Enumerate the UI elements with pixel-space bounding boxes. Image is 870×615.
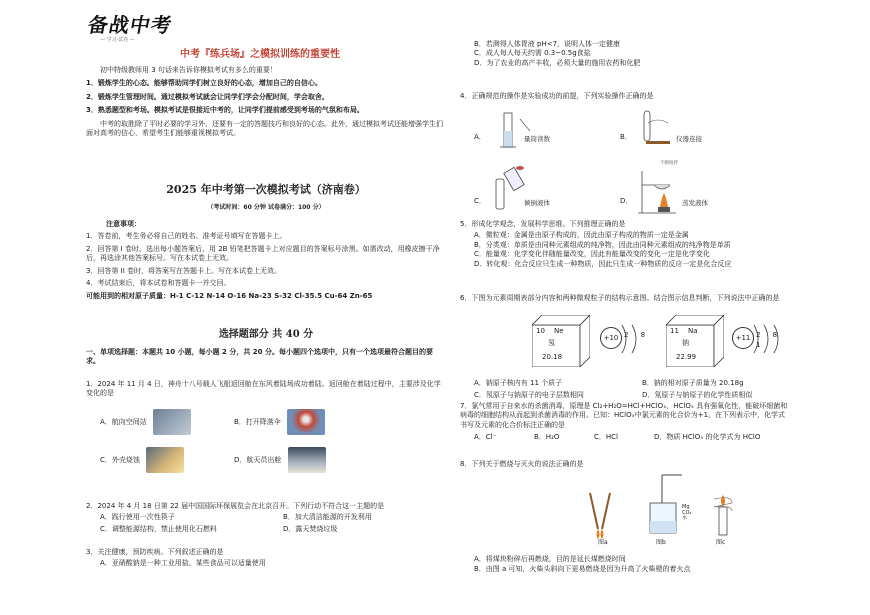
intro-paragraph: 中考的取胜除了平时必要的学习外，还要有一定的答题技巧和良好的心态。此外，通过模拟考试还能增强学生们面对高考的信心，希望考生们能够重视模拟考试。 bbox=[86, 119, 443, 138]
question-text: 8．下列关于燃烧与灭火的说法正确的是 bbox=[460, 460, 584, 468]
question-3 bbox=[86, 548, 446, 569]
ne-element-card bbox=[532, 315, 590, 367]
q7-option-a[interactable]: A．Cl⁻ bbox=[474, 433, 497, 442]
question-text: 4．正确规范的操作是实验成功的前提，下列实验操作正确的是 bbox=[460, 92, 654, 100]
question-1 bbox=[86, 380, 446, 477]
graduated-cylinder-icon bbox=[490, 109, 540, 153]
na-mass: 22.99 bbox=[676, 353, 697, 362]
q2-option-c[interactable]: C．调整能源结构，禁止使用化石燃料 bbox=[100, 524, 217, 533]
intro-point: 1．锻炼学生的心态。能够帮助同学们树立良好的心态，增加自己的自信心。 bbox=[86, 79, 322, 88]
q7-options-row bbox=[460, 433, 790, 442]
exam-time: （考试时间：60 分钟 试卷满分：100 分） bbox=[207, 204, 325, 211]
parachute-image bbox=[287, 409, 325, 435]
q1-option-c[interactable] bbox=[100, 447, 184, 473]
intro-line: 初中特级教师用 3 句话来告诉你模拟考试有多么的重要！ bbox=[100, 66, 277, 74]
note-item: 4．考试结束后，将本试卷和答题卡一并交回。 bbox=[86, 279, 231, 288]
q2-option-a[interactable]: A．践行使用一次性筷子 bbox=[100, 513, 175, 522]
match-burning-icon bbox=[584, 483, 624, 539]
logo-main: 备战中考 bbox=[85, 13, 175, 37]
notes-section bbox=[86, 220, 446, 304]
astronaut-image bbox=[288, 447, 326, 473]
q7-option-c[interactable]: C．HCl bbox=[594, 433, 618, 442]
section-title: 选择题部分 共 40 分 bbox=[218, 329, 314, 340]
q8-figure bbox=[460, 473, 790, 555]
q7-option-d[interactable]: D．物质 HClOₓ 的化学式为 HClO bbox=[654, 433, 761, 442]
question-text: 6．下图为元素周期表部分内容和两种微观粒子的结构示意图。结合图示信息判断，下列说法中正确的是 bbox=[460, 294, 780, 302]
q6-options-row bbox=[460, 379, 790, 388]
q5-option-c[interactable]: C．能量观：化学变化伴随能量改变，因此有能量改变的变化一定是化学变化 bbox=[474, 250, 710, 259]
q4-option-a[interactable]: A． bbox=[474, 133, 486, 142]
q3-option-d[interactable]: D．为了农业的高产丰收，必须大量的施用农药和化肥 bbox=[474, 58, 641, 67]
fig-b-caption: 图b bbox=[656, 539, 666, 547]
co2-beaker-icon bbox=[642, 473, 702, 539]
q8-option-a[interactable]: A．将煤块粉碎后再燃烧，目的是延长煤燃烧时间 bbox=[474, 555, 626, 564]
part-intro bbox=[86, 348, 446, 367]
logo bbox=[86, 12, 186, 48]
evaporating-dish-icon bbox=[636, 165, 696, 217]
q4-d-note: 不断搅拌 bbox=[660, 161, 678, 167]
question-6 bbox=[460, 294, 790, 400]
q2-option-d[interactable]: D．露天焚烧垃圾 bbox=[283, 524, 338, 533]
question-7 bbox=[460, 402, 790, 443]
test-tube-icon bbox=[636, 109, 686, 153]
na-element-card bbox=[666, 315, 724, 367]
fig-a-caption: 图a bbox=[598, 539, 608, 547]
intro-point: 3．熟悉题型和考场。模拟考试是很接近中考的，让同学们提前感受到考场的气氛和布局。 bbox=[86, 106, 364, 115]
note-item: 2．回答第 I 卷时，选出每小题答案后，用 2B 铅笔把答题卡上对应题目的答案标号涂黑。如需改动，用橡皮擦干净后，再选涂其他答案标号。写在本试卷上无效。 bbox=[86, 244, 440, 263]
logo-sub: — 学习·试卷 — bbox=[100, 37, 135, 43]
question-text: 3．关注健康，预防疾病。下列叙述正确的是 bbox=[86, 548, 224, 556]
q4-a-caption: 量筒读数 bbox=[524, 135, 550, 144]
question-8 bbox=[460, 460, 790, 574]
shell-ablation-image bbox=[146, 447, 184, 473]
option-label: C．外壳烧蚀 bbox=[100, 455, 140, 464]
intro-title: 中考『练兵场』之模拟训练的重要性 bbox=[180, 49, 340, 60]
q4-option-b[interactable]: B． bbox=[620, 133, 632, 142]
q6-option-d[interactable]: D．氖原子与钠原子的化学性质相似 bbox=[642, 390, 753, 399]
q5-option-a[interactable]: A．微粒观：金属是由原子构成的，因此由原子构成的物质一定是金属 bbox=[474, 231, 689, 240]
question-text: 2．2024 年 4 月 18 日第 22 届中国国际环保展览会在北京召开。下列行动不符合这一主题的是 bbox=[86, 502, 385, 510]
option-label: D．航天员出舱 bbox=[234, 455, 282, 464]
note-item: 1．答卷前，考生务必将自己的姓名、准考证号填写在答题卡上。 bbox=[86, 232, 287, 241]
q1-options bbox=[86, 403, 446, 477]
q2-options-row bbox=[86, 525, 446, 534]
question-text: 1．2024 年 11 月 4 日，神舟十八号载人飞船返回舱在东风着陆场成功着陆。返回舱在着陆过程中，主要涉及化学变化的是 bbox=[86, 380, 441, 398]
q4-option-c[interactable]: C． bbox=[474, 197, 486, 206]
na-atomic-number: 11 bbox=[670, 327, 679, 336]
space-station-image bbox=[153, 409, 191, 435]
q8-option-b[interactable]: B．由图 a 可知，火柴头斜向下更易燃烧是因为升高了火柴梗的着火点 bbox=[474, 564, 691, 573]
ne-symbol: Ne bbox=[554, 327, 564, 336]
exam-title: 2025 年中考第一次模拟考试（济南卷） bbox=[166, 183, 366, 196]
q4-option-d[interactable]: D． bbox=[620, 197, 633, 206]
question-text: 7．氯气常用于自来水的杀菌消毒，原理是 Cl₂+H₂O=HCl+HClOₓ，HClOₓ 具有强氧化性，能破坏细菌和病毒的细胞结构从而起到杀菌消毒的作用。已知：HClOₓ中氯元素的化合价为+1。在下列表示中，化学式书写及元素的化合价标注正确的是 bbox=[460, 402, 788, 429]
q7-option-b[interactable]: B．H₂O bbox=[534, 433, 560, 442]
q1-option-a[interactable] bbox=[100, 409, 191, 435]
q3-option-b[interactable]: B．若测得人体胃液 pH<7，说明人体一定健康 bbox=[474, 40, 621, 48]
q2-options-row bbox=[86, 513, 446, 522]
question-4 bbox=[460, 92, 790, 225]
q5-option-d[interactable]: D．转化观：化合反应只生成一种物质，因此只生成一种物质的反应一定是化合反应 bbox=[474, 259, 732, 268]
q3-continued bbox=[460, 40, 790, 68]
question-text: 5．形成化学观念，发展科学思维。下列推理正确的是 bbox=[460, 220, 626, 228]
intro-point: 2．锻炼学生管理时间。通过模拟考试就会让同学们学会分配时间，学会取舍。 bbox=[86, 92, 329, 101]
intro-section bbox=[86, 66, 446, 143]
q6-figure bbox=[460, 307, 790, 377]
q6-option-b[interactable]: B．钠的相对原子质量为 20.18g bbox=[642, 379, 744, 388]
q3-option-a[interactable]: A．亚硝酸钠是一种工业用盐，某些食品可以适量使用 bbox=[100, 559, 266, 568]
q1-option-d[interactable] bbox=[234, 447, 326, 473]
note-item: 3．回答第 II 卷时，将答案写在答题卡上。写在本试卷上无效。 bbox=[86, 266, 282, 275]
fig-b-labels: Mg CO₂ 水 bbox=[682, 504, 692, 522]
q2-option-b[interactable]: B．加大清洁能源的开发利用 bbox=[283, 513, 372, 522]
atomic-masses: 可能用到的相对原子质量：H-1 C-12 N-14 O-16 Na-23 S-32 Cl-35.5 Cu-64 Zn-65 bbox=[86, 291, 373, 300]
option-label: B．打开降落伞 bbox=[234, 417, 281, 426]
q4-b-caption: 仪器连接 bbox=[676, 135, 702, 144]
na-symbol: Na bbox=[688, 327, 698, 336]
question-2 bbox=[86, 502, 446, 534]
q5-option-b[interactable]: B．分类观：单质是由同种元素组成的纯净物，因此由同种元素组成的纯净物是单质 bbox=[474, 240, 731, 249]
q1-option-b[interactable] bbox=[234, 409, 325, 435]
ne-mass: 20.18 bbox=[542, 353, 563, 362]
q4-d-caption: 蒸发液体 bbox=[682, 199, 708, 208]
part-intro-text: 一、单项选择题：本题共 10 小题，每小题 2 分，共 20 分。每小题四个选项中，只有一个选项最符合题目的要求。 bbox=[86, 348, 433, 366]
na-shell-electrons: 2 8 1 bbox=[756, 331, 783, 349]
option-label: A．航向空间站 bbox=[100, 417, 147, 426]
q6-options-row bbox=[460, 391, 790, 400]
q6-option-a[interactable]: A．钠原子核内有 11 个质子 bbox=[474, 379, 563, 388]
na-name: 钠 bbox=[682, 339, 689, 348]
q4-c-caption: 倾倒液体 bbox=[524, 199, 550, 208]
q6-option-c[interactable]: C．氖原子与钠原子的电子层数相同 bbox=[474, 390, 584, 399]
q3-option-c[interactable]: C．成人每人每天约需 0.3~0.5g食盐 bbox=[474, 49, 591, 58]
na-nucleus: +11 bbox=[732, 327, 754, 349]
question-5 bbox=[460, 220, 790, 269]
ne-nucleus: +10 bbox=[600, 327, 622, 349]
q4-options bbox=[460, 105, 790, 225]
ne-atomic-number: 10 bbox=[536, 327, 545, 336]
fig-c-caption: 图c bbox=[716, 539, 726, 547]
candle-coil-icon bbox=[708, 487, 738, 537]
ne-shell-electrons: 2 8 bbox=[624, 331, 651, 340]
notes-title: 注意事项： bbox=[106, 220, 141, 228]
ne-name: 氖 bbox=[548, 339, 555, 348]
